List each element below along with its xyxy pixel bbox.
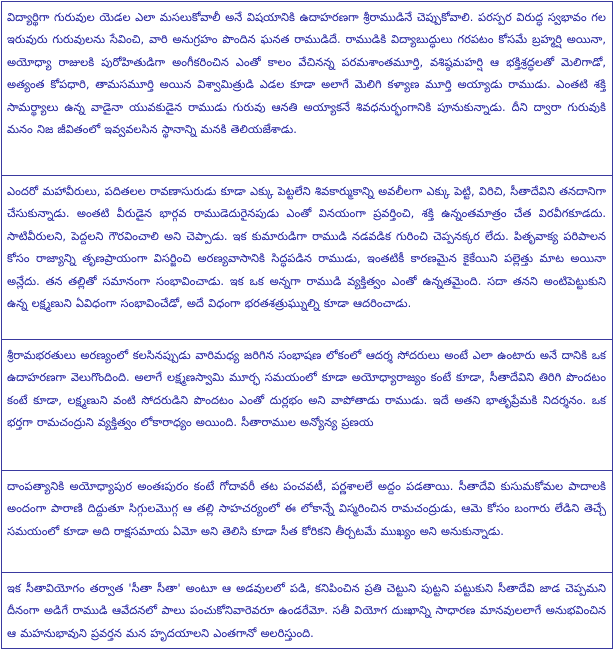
article-page bbox=[1, 1, 613, 649]
paragraph-valour-and-humility: ఎందరో మహావీరులు, పదితలల రావణాసురుడు కూడా ఎక్కు పెట్టలేని శివకార్ముకాన్ని అవలీలగా ఎక్కు పెట్టి, విరిచి, సీతాదేవిని తనదానిగా చేసుకున్నాడు. అంతటి వీరుడైన భార్గవ రాముడెదురైనపుడు ఎంతో వినయంగా ప్రవర్తించి, శక్తి ఉన్నంతమాత్రం చేత విరవీగకూడదు. సాటివీరులని, పెద్దలని గౌరవించాలి అని చెప్పాడు. ఇక కుమారుడిగా రాముడి నడవడిక గురించి చెప్పనక్కర లేదు. పితృవాక్య పరిపాలన కోసం రాజ్యాన్ని తృణప్రాయంగా విసర్జించి అరణ్యవాసానికి సిద్ధపడిన రాముడు, ఇంతటికీ కారణమైన కైకేయిని పల్లెత్తు మాట అయినా అన్లేదు. తన తల్లితో సమానంగా సంభావించాడు. ఇక ఒక అన్నగా రాముడి వ్యక్తిత్వం ఎంతో ఉన్నతమైంది. సదా తనని అంటిపెట్టుకుని ఉన్న లక్ష్మణుని ఏవిధంగా సంభావించేడో, అదే విధంగా భరతశత్రుఘ్నుల్ని కూడా ఆదరించాడు. bbox=[7, 184, 606, 311]
paragraph-conjugal-love: దాంపత్యానికి అయోధ్యాపుర అంతఃపురం కంటే గోదావరీ తట పంచవటీ, పర్ణశాలలే అద్దం పడతాయి. సీతాదేవి కుసుమకోమల పాదాలకి అందంగా పారాణి దిద్దుతూ సిగ్గులమొగ్గ ఆ తల్లి సాహచర్యంలో ఈ లోకాన్నే విస్మరించిన రామచంద్రుడు, ఆమె కోసం బంగారు లేడిని తెచ్చే సమయంలో కూడా అది రాక్షసమాయ ఏమో అని తెలిసి కూడా సీత కోరికని తీర్చటమే ముఖ్యం అని అనుకున్నాడు. bbox=[7, 479, 606, 538]
paragraph-separation-grief: ఇక సీతావియోగం తర్వాత 'సీతా సీతా' అంటూ ఆ అడవులలో పడి, కనిపించిన ప్రతి చెట్టుని పుట్టని పట్టుకుని సీతాదేవి జాడ చెప్పమని దీనంగా అడిగే రాముడి ఆవేదనలో పాలు పంచుకోనివారెవరూ ఉండరేమో. సతీ వియోగ దుఃఖాన్ని సాధారణ మానవులలాగే అనుభవించిన ఆ మహనుభావుని ప్రవర్తన మన హృదయాలని ఎంతగానో అలరిస్తుంది. bbox=[7, 581, 606, 640]
paragraph-guru-devotion: విద్యార్థిగా గురువుల యెడల ఎలా మసలుకోవాలీ అనే విషయానికి ఉదాహరణగా శ్రీరాముడినే చెప్పుకోవాలి. పరస్పర విరుద్ధ స్వభావం గల ఇరువురు గురువులను సేవించి, వారి అనుగ్రహం పొందిన ఘనత రాముడిదే. రాముడికి విద్యాబుద్ధులు గరపటం కోసమే బ్రహ్మర్షి అయినా, అయోధ్యా రాజులకి పురోహితుడిగా అంగీకరించిన ఎంతో కాలం వేచినన్న పరమశాంతమూర్తి, వశిష్ఠమహర్షి ఆ భక్తిశ్రద్ధలతో మెలిగాడో, అత్యంత కోపధారి, తామసమూర్తి అయిన విశ్వామిత్రుడి ఎడల కూడా అలాగే మెలిగి కళ్యాణ మూర్తి అయ్యాడు రాముడు. ఎంతటి శక్తి సామర్థ్యాలు ఉన్న వాడైనా యువకుడైన రాముడు గురువు ఆనతి అయ్యాకనే శివధనుర్భంగానికి పూనుకున్నాడు. దీని ద్వారా గురువుకి మనం నిజ జీవితంలో ఇవ్వవలసిన స్థానాన్ని మనకి తెలియజేశాడు. bbox=[7, 10, 606, 137]
paragraph-brotherhood: శ్రీరామభరతులు అరణ్యంలో కలసినప్పుడు వారిమధ్య జరిగిన సంభాషణ లోకంలో ఆదర్శ సోదరులు అంటే ఎలా ఉంటారు అనే దానికి ఒక ఉదాహరణగా వెలుగొందింది. అలాగే లక్ష్మణస్వామి మూర్ఛ సమయంలో కూడా అయోధ్యారాజ్యం కంటే కూడా, సీతాదేవిని తిరిగి పొందటం కంటే కూడా, లక్ష్మణుని వంటి సోదరుడిని పొందటం ఎంతో దుర్లభం అని వాపోతాడు రాముడు. ఇదే అతని భాతృప్రేమకి నిదర్శనం. ఒక భర్తగా రామచంద్రుని వ్యక్తిత్వం లోకారాధ్యం అయింది. సీతారాముల అన్యోన్య ప్రణయ bbox=[7, 348, 606, 430]
